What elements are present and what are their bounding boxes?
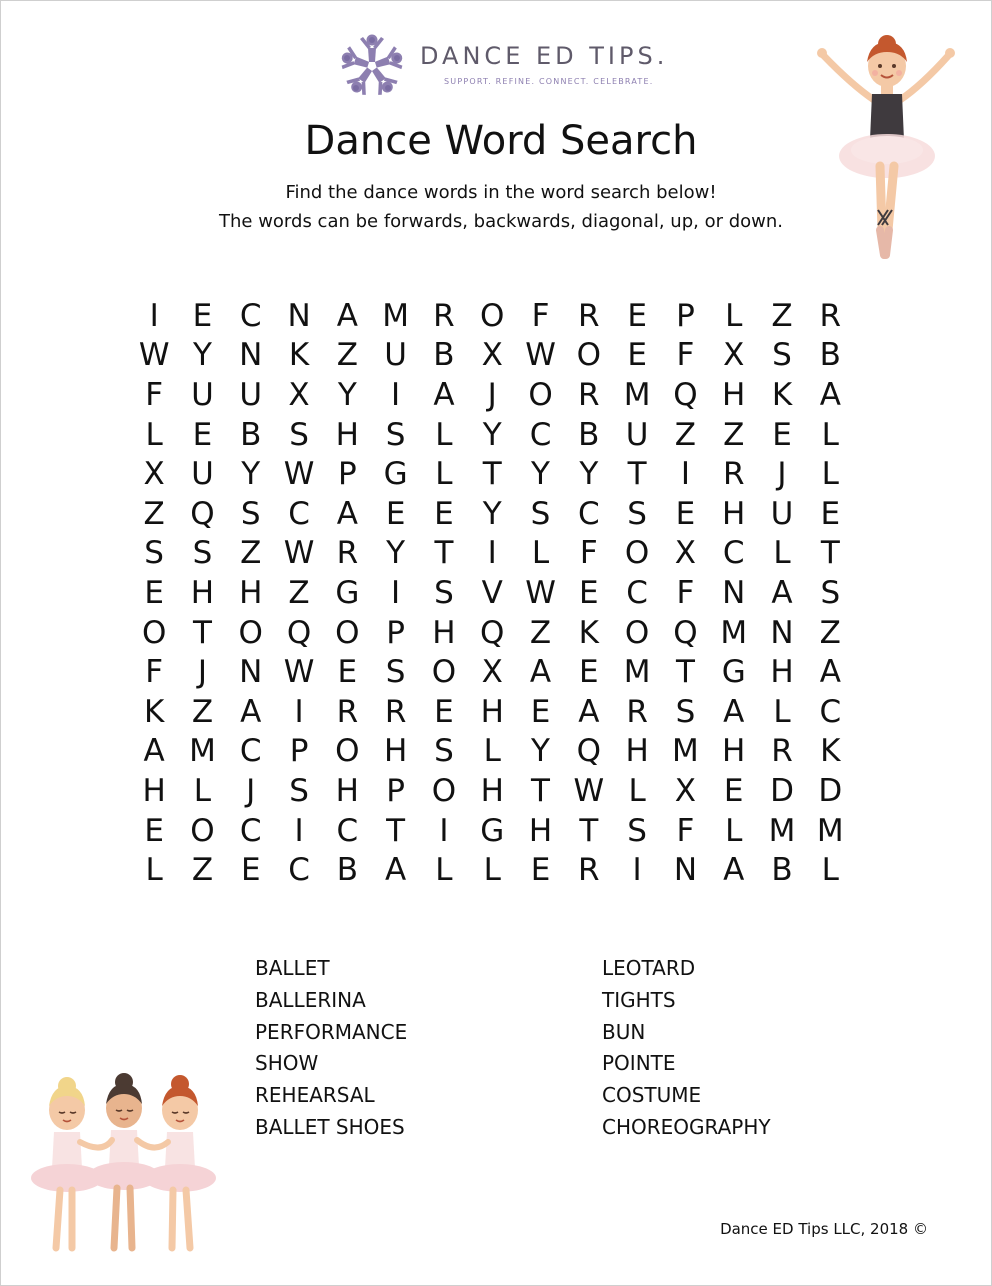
grid-letter: J — [197, 654, 208, 691]
word-list-item: BUN — [602, 1019, 646, 1044]
grid-letter: E — [144, 812, 164, 849]
grid-letter: X — [674, 535, 697, 572]
grid-letter: X — [143, 456, 165, 493]
grid-letter: B — [819, 337, 841, 374]
grid-letter: Y — [192, 337, 212, 374]
grid-letter: B — [771, 852, 793, 889]
grid-letter: Q — [673, 376, 698, 413]
grid-letter: R — [384, 693, 407, 730]
grid-letter: A — [385, 852, 407, 889]
copyright-footer: Dance ED Tips LLC, 2018 © — [720, 1220, 928, 1238]
grid-letter: H — [722, 495, 746, 532]
logo — [336, 30, 696, 102]
grid-letter: E — [240, 852, 261, 889]
grid-letter: S — [434, 733, 454, 770]
grid-letter: L — [821, 416, 839, 453]
grid-letter: E — [772, 416, 792, 453]
grid-letter: A — [819, 376, 841, 413]
grid-letter: A — [529, 654, 552, 691]
grid-letter: L — [435, 852, 453, 889]
people-circle-logo-icon — [336, 30, 408, 102]
grid-letter: Y — [531, 733, 550, 770]
grid-letter: S — [627, 495, 647, 532]
grid-letter: C — [288, 852, 310, 889]
grid-letter: L — [773, 693, 791, 730]
grid-letter: T — [820, 535, 840, 572]
word-list-left — [255, 953, 407, 1144]
grid-letter: C — [239, 297, 262, 334]
grid-row — [130, 573, 870, 613]
grid-letter: Q — [286, 614, 312, 651]
grid-letter: S — [240, 495, 261, 532]
grid-letter: J — [777, 456, 787, 493]
grid-letter: U — [191, 376, 214, 413]
grid-letter: M — [623, 376, 651, 413]
grid-letter: A — [336, 495, 358, 532]
grid-letter: N — [722, 574, 746, 611]
grid-letter: U — [625, 416, 649, 453]
grid-letter: H — [722, 376, 746, 413]
three-ballerinas-illustration — [22, 1068, 227, 1268]
word-list-item: SHOW — [255, 1051, 319, 1076]
grid-letter: C — [626, 574, 648, 611]
grid-letter: I — [439, 812, 449, 849]
grid-row — [130, 732, 870, 772]
grid-letter: E — [337, 654, 358, 691]
grid-letter: F — [676, 337, 695, 374]
grid-row — [130, 454, 870, 494]
grid-letter: I — [487, 535, 497, 572]
grid-letter: U — [239, 376, 263, 413]
grid-letter: A — [143, 733, 165, 770]
grid-letter: G — [480, 812, 505, 849]
grid-letter: F — [579, 535, 598, 572]
grid-letter: G — [383, 456, 408, 493]
grid-letter: Y — [531, 456, 550, 493]
grid-letter: A — [819, 654, 841, 691]
grid-letter: S — [772, 337, 792, 374]
grid-letter: L — [193, 772, 212, 809]
grid-letter: A — [578, 693, 600, 730]
grid-letter: E — [530, 852, 551, 889]
grid-row — [130, 415, 870, 455]
grid-letter: O — [238, 614, 263, 651]
grid-letter: H — [239, 574, 263, 611]
grid-letter: M — [189, 733, 216, 770]
grid-letter: Z — [288, 574, 310, 611]
grid-letter: C — [819, 693, 842, 730]
grid-letter: P — [676, 297, 695, 334]
word-list-item: PERFORMANCE — [255, 1019, 408, 1044]
grid-letter: H — [335, 772, 359, 809]
grid-letter: X — [288, 376, 310, 413]
logo-name: DANCE ED TIPS. — [420, 42, 669, 70]
grid-letter: I — [149, 297, 159, 334]
grid-letter: O — [528, 376, 553, 413]
grid-letter: H — [625, 733, 649, 770]
grid-letter: W — [283, 654, 315, 691]
grid-letter: T — [434, 535, 454, 572]
logo-tagline: SUPPORT. REFINE. CONNECT. CELEBRATE. — [444, 77, 654, 86]
grid-letter: O — [141, 614, 167, 651]
grid-row — [130, 534, 870, 574]
grid-letter: Y — [482, 495, 502, 532]
grid-letter: M — [623, 654, 651, 691]
grid-letter: M — [816, 812, 844, 849]
grid-letter: W — [138, 337, 170, 374]
grid-letter: L — [725, 812, 743, 849]
grid-letter: P — [337, 456, 357, 493]
grid-letter: O — [480, 297, 505, 334]
grid-letter: S — [675, 693, 696, 730]
grid-row — [130, 613, 870, 653]
grid-letter: L — [145, 416, 163, 453]
word-list-item: BALLET — [255, 956, 330, 980]
grid-letter: Z — [529, 614, 552, 651]
grid-letter: D — [818, 772, 843, 809]
grid-letter: S — [289, 416, 309, 453]
grid-letter: Y — [386, 535, 406, 572]
grid-letter: T — [531, 772, 550, 809]
grid-letter: R — [722, 456, 745, 493]
grid-letter: N — [673, 852, 698, 889]
grid-letter: E — [723, 772, 744, 809]
grid-letter: L — [483, 733, 501, 770]
grid-letter: Q — [480, 614, 505, 651]
grid-letter: B — [578, 416, 600, 453]
grid-letter: C — [239, 812, 262, 849]
grid-letter: L — [531, 535, 550, 572]
grid-letter: Y — [579, 456, 599, 493]
grid-letter: G — [335, 574, 360, 611]
grid-letter: O — [576, 337, 602, 374]
grid-letter: P — [386, 614, 405, 651]
grid-letter: W — [525, 337, 556, 374]
word-search-grid — [130, 296, 870, 890]
grid-letter: Z — [336, 337, 358, 374]
grid-letter: F — [145, 376, 164, 413]
grid-letter: Z — [723, 416, 745, 453]
grid-letter: E — [385, 495, 406, 532]
grid-letter: Z — [143, 495, 165, 532]
grid-letter: S — [434, 574, 454, 611]
grid-letter: H — [480, 693, 504, 730]
grid-letter: F — [676, 812, 695, 849]
grid-letter: Q — [576, 733, 602, 770]
grid-letter: H — [480, 772, 504, 809]
grid-letter: P — [386, 772, 405, 809]
grid-letter: B — [240, 416, 262, 453]
grid-letter: C — [529, 416, 552, 453]
grid-letter: T — [192, 614, 212, 651]
grid-letter: R — [578, 297, 600, 334]
grid-row — [130, 296, 870, 336]
grid-letter: L — [483, 852, 501, 889]
grid-letter: Q — [190, 495, 215, 532]
grid-letter: X — [723, 337, 745, 374]
grid-letter: T — [482, 456, 502, 493]
grid-letter: M — [768, 812, 796, 849]
grid-letter: O — [624, 535, 650, 572]
grid-letter: H — [722, 733, 746, 770]
grid-letter: A — [723, 693, 745, 730]
grid-letter: C — [239, 733, 262, 770]
grid-letter: C — [336, 812, 359, 849]
grid-letter: W — [525, 574, 556, 611]
grid-letter: E — [627, 337, 647, 374]
grid-letter: Z — [819, 614, 841, 651]
grid-letter: E — [627, 297, 647, 334]
word-list-item: LEOTARD — [602, 956, 696, 980]
grid-letter: D — [770, 772, 794, 809]
grid-letter: W — [573, 772, 605, 809]
page-title: Dance Word Search — [304, 118, 698, 164]
grid-letter: J — [246, 772, 256, 809]
grid-letter: K — [143, 693, 165, 730]
word-list-item: POINTE — [602, 1051, 676, 1076]
grid-letter: L — [435, 416, 453, 453]
grid-letter: L — [773, 535, 791, 572]
grid-letter: R — [578, 376, 600, 413]
word-list-item: COSTUME — [602, 1083, 702, 1108]
grid-letter: M — [672, 733, 699, 770]
grid-letter: A — [771, 574, 793, 611]
grid-letter: J — [487, 376, 497, 413]
grid-letter: H — [432, 614, 456, 651]
grid-letter: N — [239, 337, 263, 374]
grid-letter: L — [145, 852, 163, 889]
grid-letter: U — [384, 337, 407, 374]
instruction-line-2: The words can be forwards, backwards, diagonal, up, or down. — [219, 211, 783, 232]
grid-letter: E — [579, 574, 599, 611]
word-list-item: TIGHTS — [602, 987, 676, 1012]
instructions — [0, 178, 992, 236]
grid-letter: R — [336, 535, 359, 572]
grid-row — [130, 850, 870, 890]
grid-letter: S — [192, 535, 213, 572]
word-list-item: REHEARSAL — [255, 1083, 375, 1108]
grid-row — [130, 494, 870, 534]
grid-letter: K — [771, 376, 793, 413]
grid-letter: W — [283, 456, 315, 493]
grid-letter: S — [385, 654, 406, 691]
grid-row — [130, 652, 870, 692]
grid-letter: S — [627, 812, 647, 849]
grid-letter: N — [239, 654, 263, 691]
grid-letter: I — [680, 456, 690, 493]
grid-letter: F — [531, 297, 550, 334]
grid-letter: E — [144, 574, 164, 611]
grid-letter: R — [771, 733, 793, 770]
grid-letter: F — [676, 574, 695, 611]
grid-row — [130, 811, 870, 851]
grid-letter: T — [627, 456, 647, 493]
grid-letter: Z — [674, 416, 697, 453]
grid-letter: R — [819, 297, 842, 334]
grid-letter: E — [434, 495, 454, 532]
grid-letter: Q — [673, 614, 698, 651]
grid-letter: I — [294, 693, 304, 730]
grid-letter: O — [190, 812, 215, 849]
grid-letter: L — [435, 456, 453, 493]
grid-letter: I — [294, 812, 304, 849]
grid-letter: S — [385, 416, 406, 453]
grid-letter: B — [433, 337, 455, 374]
grid-letter: T — [386, 812, 406, 849]
grid-letter: E — [530, 693, 551, 730]
grid-letter: Y — [337, 376, 357, 413]
grid-letter: E — [675, 495, 696, 532]
grid-letter: L — [628, 772, 646, 809]
grid-letter: Z — [240, 535, 262, 572]
grid-letter: R — [626, 693, 648, 730]
grid-letter: E — [579, 654, 599, 691]
grid-letter: X — [481, 337, 503, 374]
grid-letter: T — [579, 812, 599, 849]
grid-letter: S — [289, 772, 309, 809]
grid-letter: N — [770, 614, 794, 651]
grid-letter: G — [721, 654, 746, 691]
grid-letter: A — [240, 693, 262, 730]
grid-letter: H — [528, 812, 553, 849]
grid-letter: A — [336, 297, 358, 334]
grid-letter: V — [481, 574, 503, 611]
grid-letter: S — [820, 574, 841, 611]
grid-letter: R — [336, 693, 359, 730]
grid-letter: L — [821, 456, 839, 493]
grid-letter: E — [434, 693, 454, 730]
word-list-item: BALLERINA — [255, 987, 366, 1012]
grid-letter: K — [578, 614, 599, 651]
grid-letter: O — [624, 614, 650, 651]
grid-row — [130, 771, 870, 811]
grid-letter: M — [720, 614, 748, 651]
instruction-line-1: Find the dance words in the word search below! — [285, 182, 717, 203]
grid-letter: L — [821, 852, 839, 889]
grid-letter: F — [145, 654, 164, 691]
grid-letter: Z — [771, 297, 793, 334]
grid-letter: H — [383, 733, 408, 770]
grid-letter: S — [530, 495, 551, 532]
grid-letter: M — [382, 297, 409, 334]
grid-letter: S — [144, 535, 164, 572]
grid-letter: R — [578, 852, 600, 889]
grid-letter: O — [335, 733, 360, 770]
grid-letter: X — [674, 772, 697, 809]
grid-letter: Z — [191, 852, 214, 889]
grid-letter: L — [725, 297, 743, 334]
grid-letter: I — [391, 574, 401, 611]
grid-letter: Y — [482, 416, 502, 453]
grid-letter: Y — [241, 456, 261, 493]
grid-letter: U — [770, 495, 794, 532]
grid-letter: K — [288, 337, 310, 374]
grid-letter: B — [336, 852, 358, 889]
grid-letter: H — [142, 772, 166, 809]
grid-letter: E — [192, 297, 213, 334]
grid-letter: H — [770, 654, 794, 691]
word-list-item: BALLET SHOES — [255, 1114, 405, 1139]
grid-letter: A — [723, 852, 745, 889]
grid-letter: C — [577, 495, 600, 532]
grid-letter: C — [722, 535, 745, 572]
grid-letter: A — [433, 376, 455, 413]
grid-letter: P — [289, 733, 309, 770]
grid-letter: K — [820, 733, 841, 770]
grid-letter: O — [335, 614, 360, 651]
grid-row — [130, 375, 870, 415]
grid-letter: C — [288, 495, 310, 532]
grid-letter: H — [335, 416, 359, 453]
grid-letter: N — [287, 297, 311, 334]
grid-letter: I — [632, 852, 642, 889]
grid-letter: E — [820, 495, 841, 532]
grid-letter: U — [191, 456, 214, 493]
grid-letter: E — [192, 416, 213, 453]
grid-letter: H — [190, 574, 215, 611]
word-list-item: CHOREOGRAPHY — [602, 1114, 771, 1139]
grid-letter: Z — [191, 693, 214, 730]
word-list-right — [602, 953, 771, 1144]
grid-row — [130, 692, 870, 732]
grid-letter: X — [481, 654, 503, 691]
grid-letter: O — [431, 654, 457, 691]
grid-row — [130, 336, 870, 376]
grid-letter: I — [391, 376, 401, 413]
grid-letter: R — [433, 297, 455, 334]
grid-letter: T — [675, 654, 695, 691]
grid-letter: O — [431, 772, 457, 809]
grid-letter: W — [283, 535, 315, 572]
